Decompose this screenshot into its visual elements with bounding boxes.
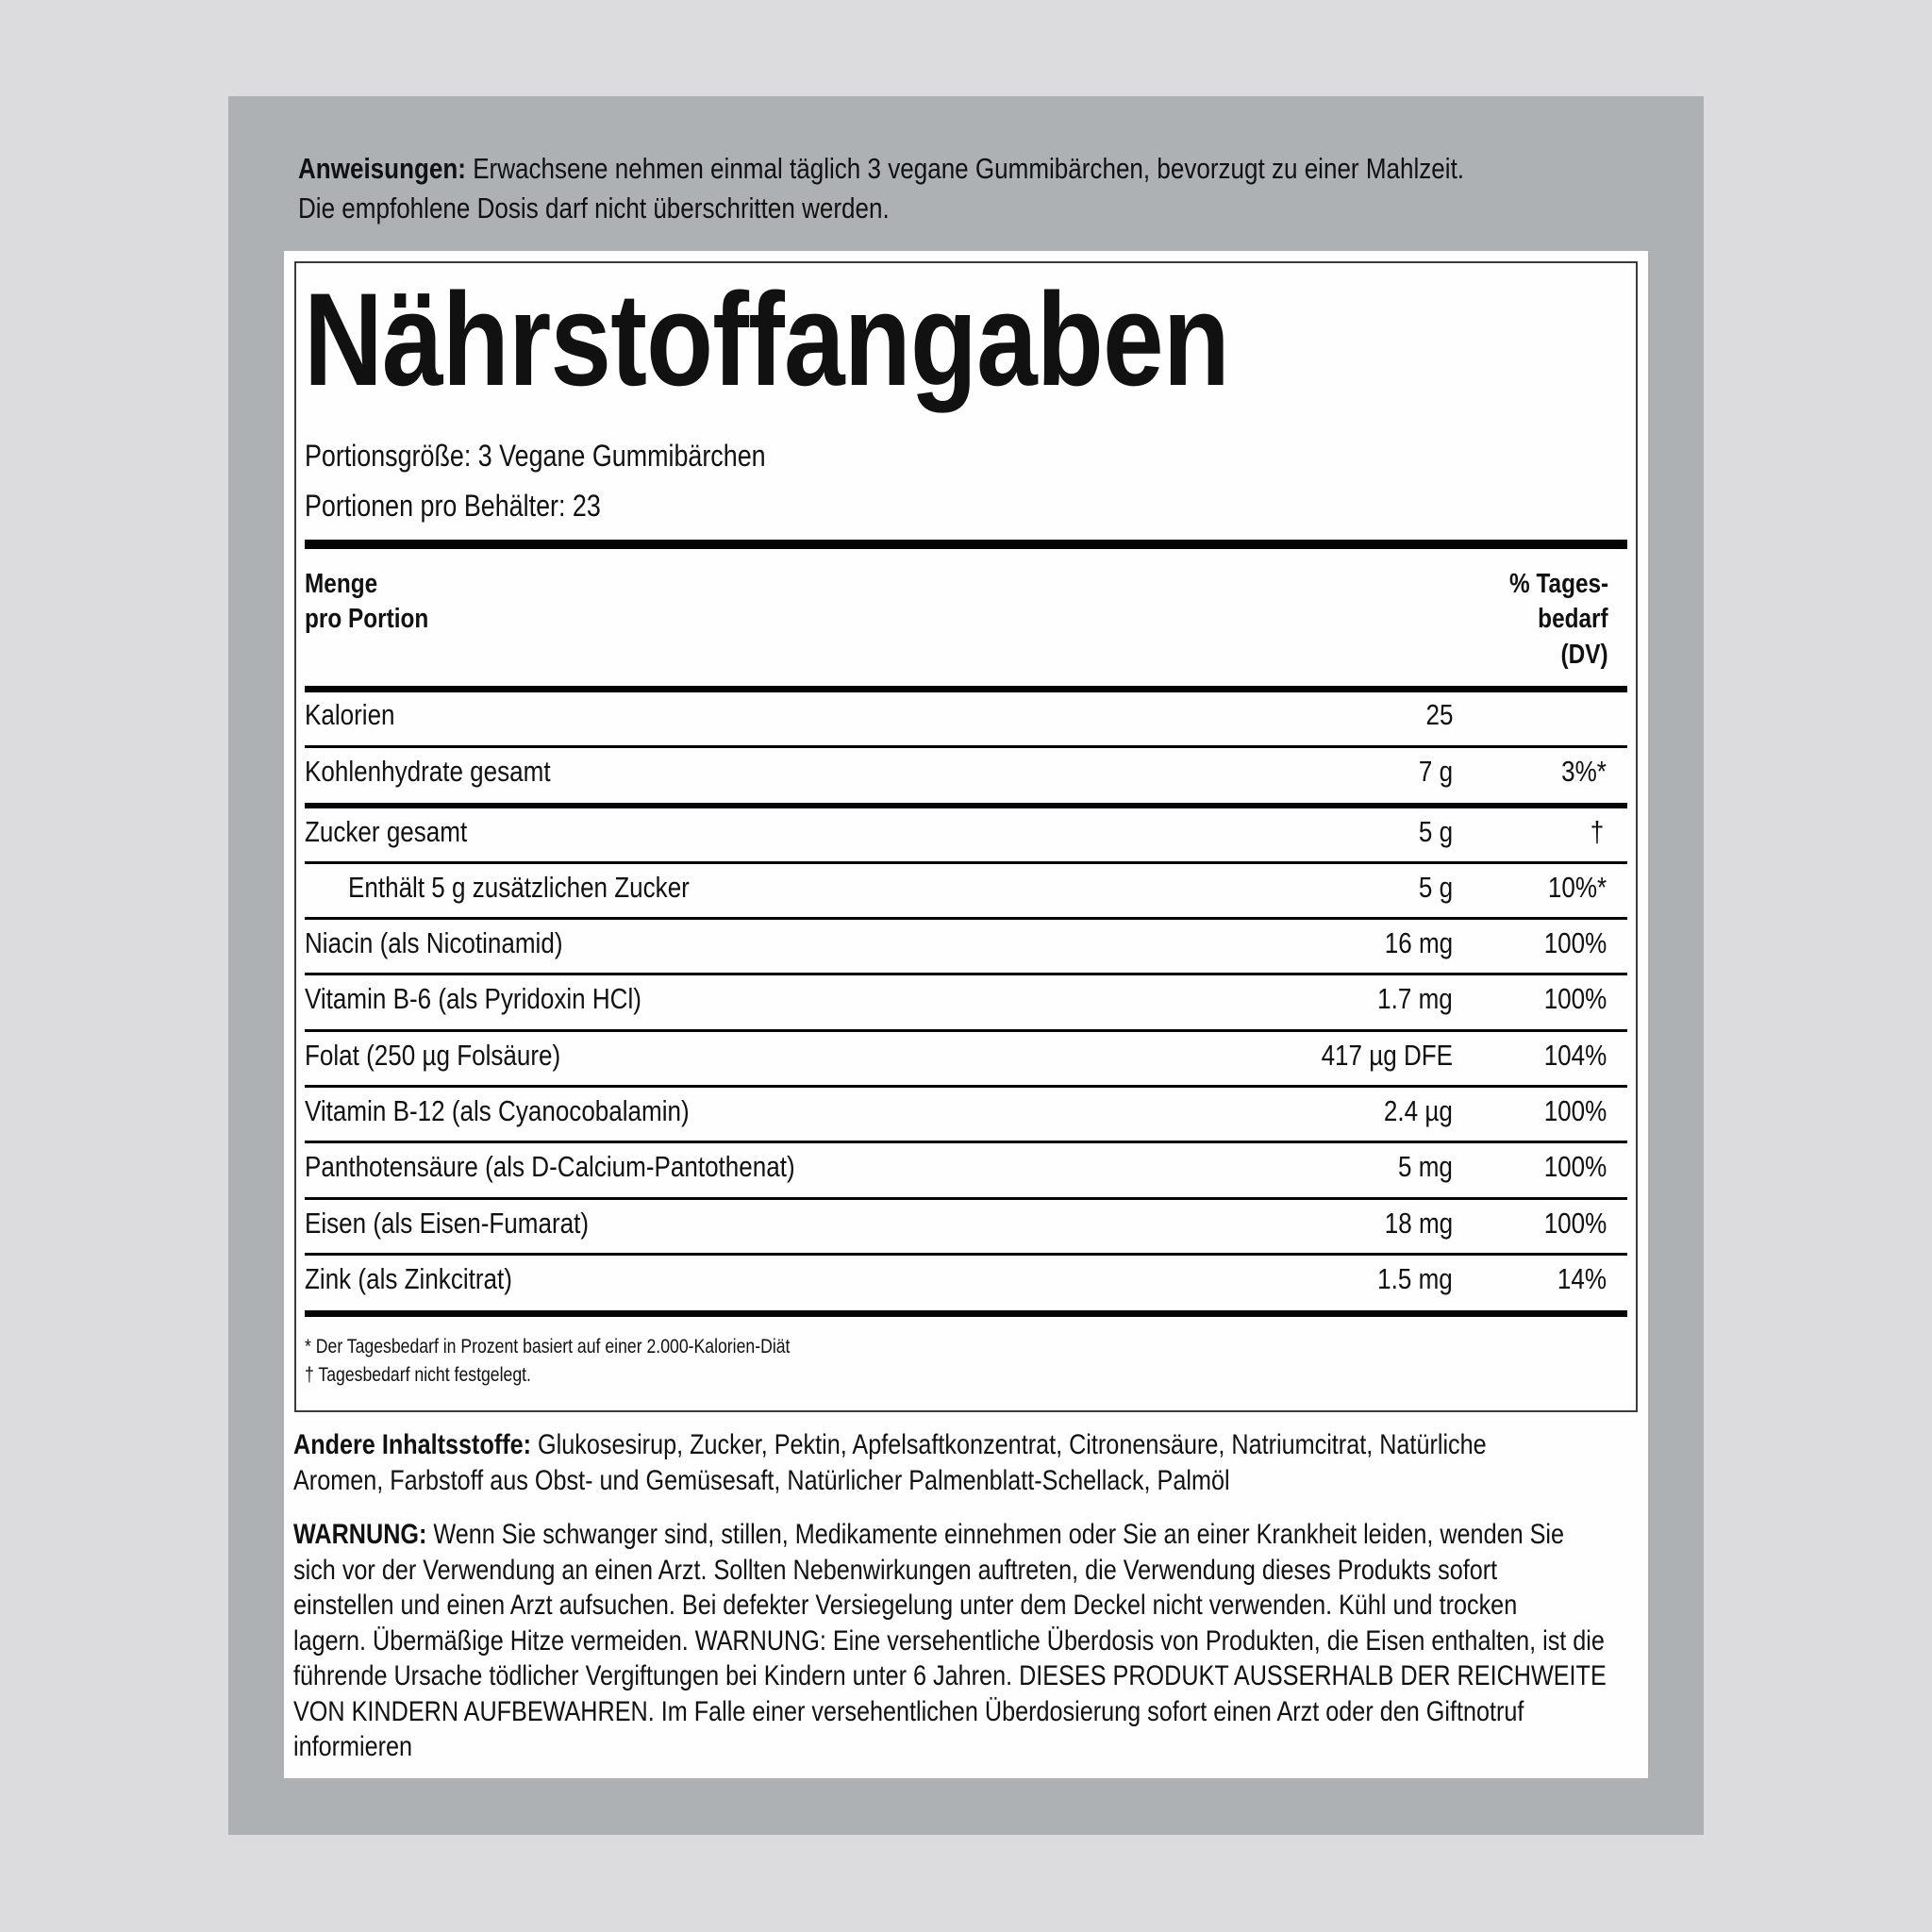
row-amount: 1.7 mg [1377, 982, 1453, 1015]
warning-text: Wenn Sie schwanger sind, stillen, Medikamente einnehmen oder Sie an einer Krankheit leiden, wenden Sie [433, 1519, 1565, 1550]
row-divider [305, 861, 1627, 864]
servings-per-container: Portionen pro Behälter: 23 [305, 489, 601, 523]
row-divider [305, 1253, 1627, 1256]
header-dv-line-3: (DV) [1560, 640, 1608, 670]
warning-line-2: sich vor der Verwendung an einen Arzt. Sollten Nebenwirkungen auftreten, die Verwendung dieses Produkts sofort [293, 1555, 1498, 1586]
row-dv: 100% [1543, 1094, 1607, 1127]
row-dv: † [1590, 815, 1604, 848]
header-amount-line-2: pro Portion [305, 604, 429, 634]
row-amount: 417 µg DFE [1321, 1039, 1453, 1072]
footnote-dv-basis: * Der Tagesbedarf in Prozent basiert auf einer 2.000-Kalorien-Diät [305, 1336, 791, 1357]
row-name: Eisen (als Eisen-Fumarat) [305, 1207, 590, 1240]
header-dv-line-2: bedarf [1538, 604, 1608, 634]
row-name: Folat (250 µg Folsäure) [305, 1039, 561, 1072]
other-ingredients-text: Glukosesirup, Zucker, Pektin, Apfelsaftkonzentrat, Citronensäure, Natriumcitrat, Natürliche [538, 1429, 1487, 1460]
row-name: Kalorien [305, 698, 395, 731]
row-name: Zucker gesamt [305, 815, 468, 848]
row-name: Vitamin B-12 (als Cyanocobalamin) [305, 1094, 690, 1127]
row-amount: 16 mg [1384, 926, 1453, 959]
header-dv-line-1: % Tages- [1508, 569, 1608, 599]
row-dv: 100% [1543, 1207, 1607, 1240]
warning-line-7: informieren [293, 1731, 413, 1762]
facts-title: Nährstoffangaben [304, 265, 1229, 413]
row-name: Vitamin B-6 (als Pyridoxin HCl) [305, 982, 641, 1015]
row-divider [305, 917, 1627, 920]
row-divider [305, 973, 1627, 975]
other-ingredients-label: Andere Inhaltsstoffe: [293, 1429, 532, 1460]
serving-size: Portionsgröße: 3 Vegane Gummibärchen [305, 439, 766, 473]
row-amount: 5 g [1418, 871, 1453, 904]
directions-line-1 [298, 154, 1464, 183]
row-amount: 25 [1425, 698, 1453, 731]
footnote-dv-not-established: † Tagesbedarf nicht festgelegt. [305, 1364, 531, 1386]
medium-divider [305, 803, 1627, 808]
row-name: Zink (als Zinkcitrat) [305, 1262, 512, 1295]
row-dv: 104% [1543, 1039, 1607, 1072]
row-dv: 10%* [1547, 871, 1607, 904]
row-name: Enthält 5 g zusätzlichen Zucker [348, 871, 690, 904]
other-ingredients-line-1 [293, 1431, 1487, 1459]
row-dv: 14% [1557, 1262, 1607, 1295]
warning-line-5: führende Ursache tödlicher Vergiftungen bei Kindern unter 6 Jahren. DIESES PRODUKT AUSSERHALB DER REICHWEITE [293, 1660, 1607, 1691]
row-name: Niacin (als Nicotinamid) [305, 926, 563, 959]
row-dv: 100% [1543, 926, 1607, 959]
thick-divider [305, 1310, 1627, 1317]
row-divider [305, 1197, 1627, 1200]
directions-text: Erwachsene nehmen einmal täglich 3 vegane Gummibärchen, bevorzugt zu einer Mahlzeit. [473, 152, 1465, 185]
row-dv: 3%* [1561, 755, 1607, 788]
directions-label: Anweisungen: [298, 152, 466, 185]
row-dv: 100% [1543, 982, 1607, 1015]
row-divider [305, 1085, 1627, 1088]
row-divider [305, 1141, 1627, 1143]
warning-line-6: VON KINDERN AUFBEWAHREN. Im Falle einer versehentlichen Überdosierung sofort einen Arzt oder den Giftnotruf [293, 1696, 1524, 1727]
warning-line-3: einstellen und einen Arzt aufsuchen. Bei defekter Versiegelung unter dem Deckel nicht verwenden. Kühl und trocken [293, 1590, 1518, 1621]
row-name: Kohlenhydrate gesamt [305, 755, 551, 788]
thick-divider [305, 686, 1627, 692]
other-ingredients-line-2: Aromen, Farbstoff aus Obst- und Gemüsesaft, Natürlicher Palmenblatt-Schellack, Palmöl [293, 1465, 1230, 1496]
row-amount: 18 mg [1384, 1207, 1453, 1240]
row-amount: 5 mg [1398, 1150, 1453, 1183]
warning-line-4: lagern. Übermäßige Hitze vermeiden. WARNUNG: Eine versehentliche Überdosis von Produkten, die Eisen enthalten, ist die [293, 1625, 1605, 1657]
row-divider [305, 1029, 1627, 1032]
row-amount: 7 g [1418, 755, 1453, 788]
row-amount: 5 g [1418, 815, 1453, 848]
row-amount: 2.4 µg [1384, 1094, 1453, 1127]
header-amount-line-1: Menge [305, 569, 378, 599]
thick-divider [305, 540, 1627, 549]
warning-label: WARNUNG: [293, 1519, 427, 1550]
warning-line-1 [293, 1521, 1564, 1549]
row-divider [305, 745, 1627, 748]
row-name: Panthotensäure (als D-Calcium-Pantothenat) [305, 1150, 795, 1183]
row-amount: 1.5 mg [1377, 1262, 1453, 1295]
row-dv: 100% [1543, 1150, 1607, 1183]
directions-line-2: Die empfohlene Dosis darf nicht überschritten werden. [298, 192, 890, 225]
